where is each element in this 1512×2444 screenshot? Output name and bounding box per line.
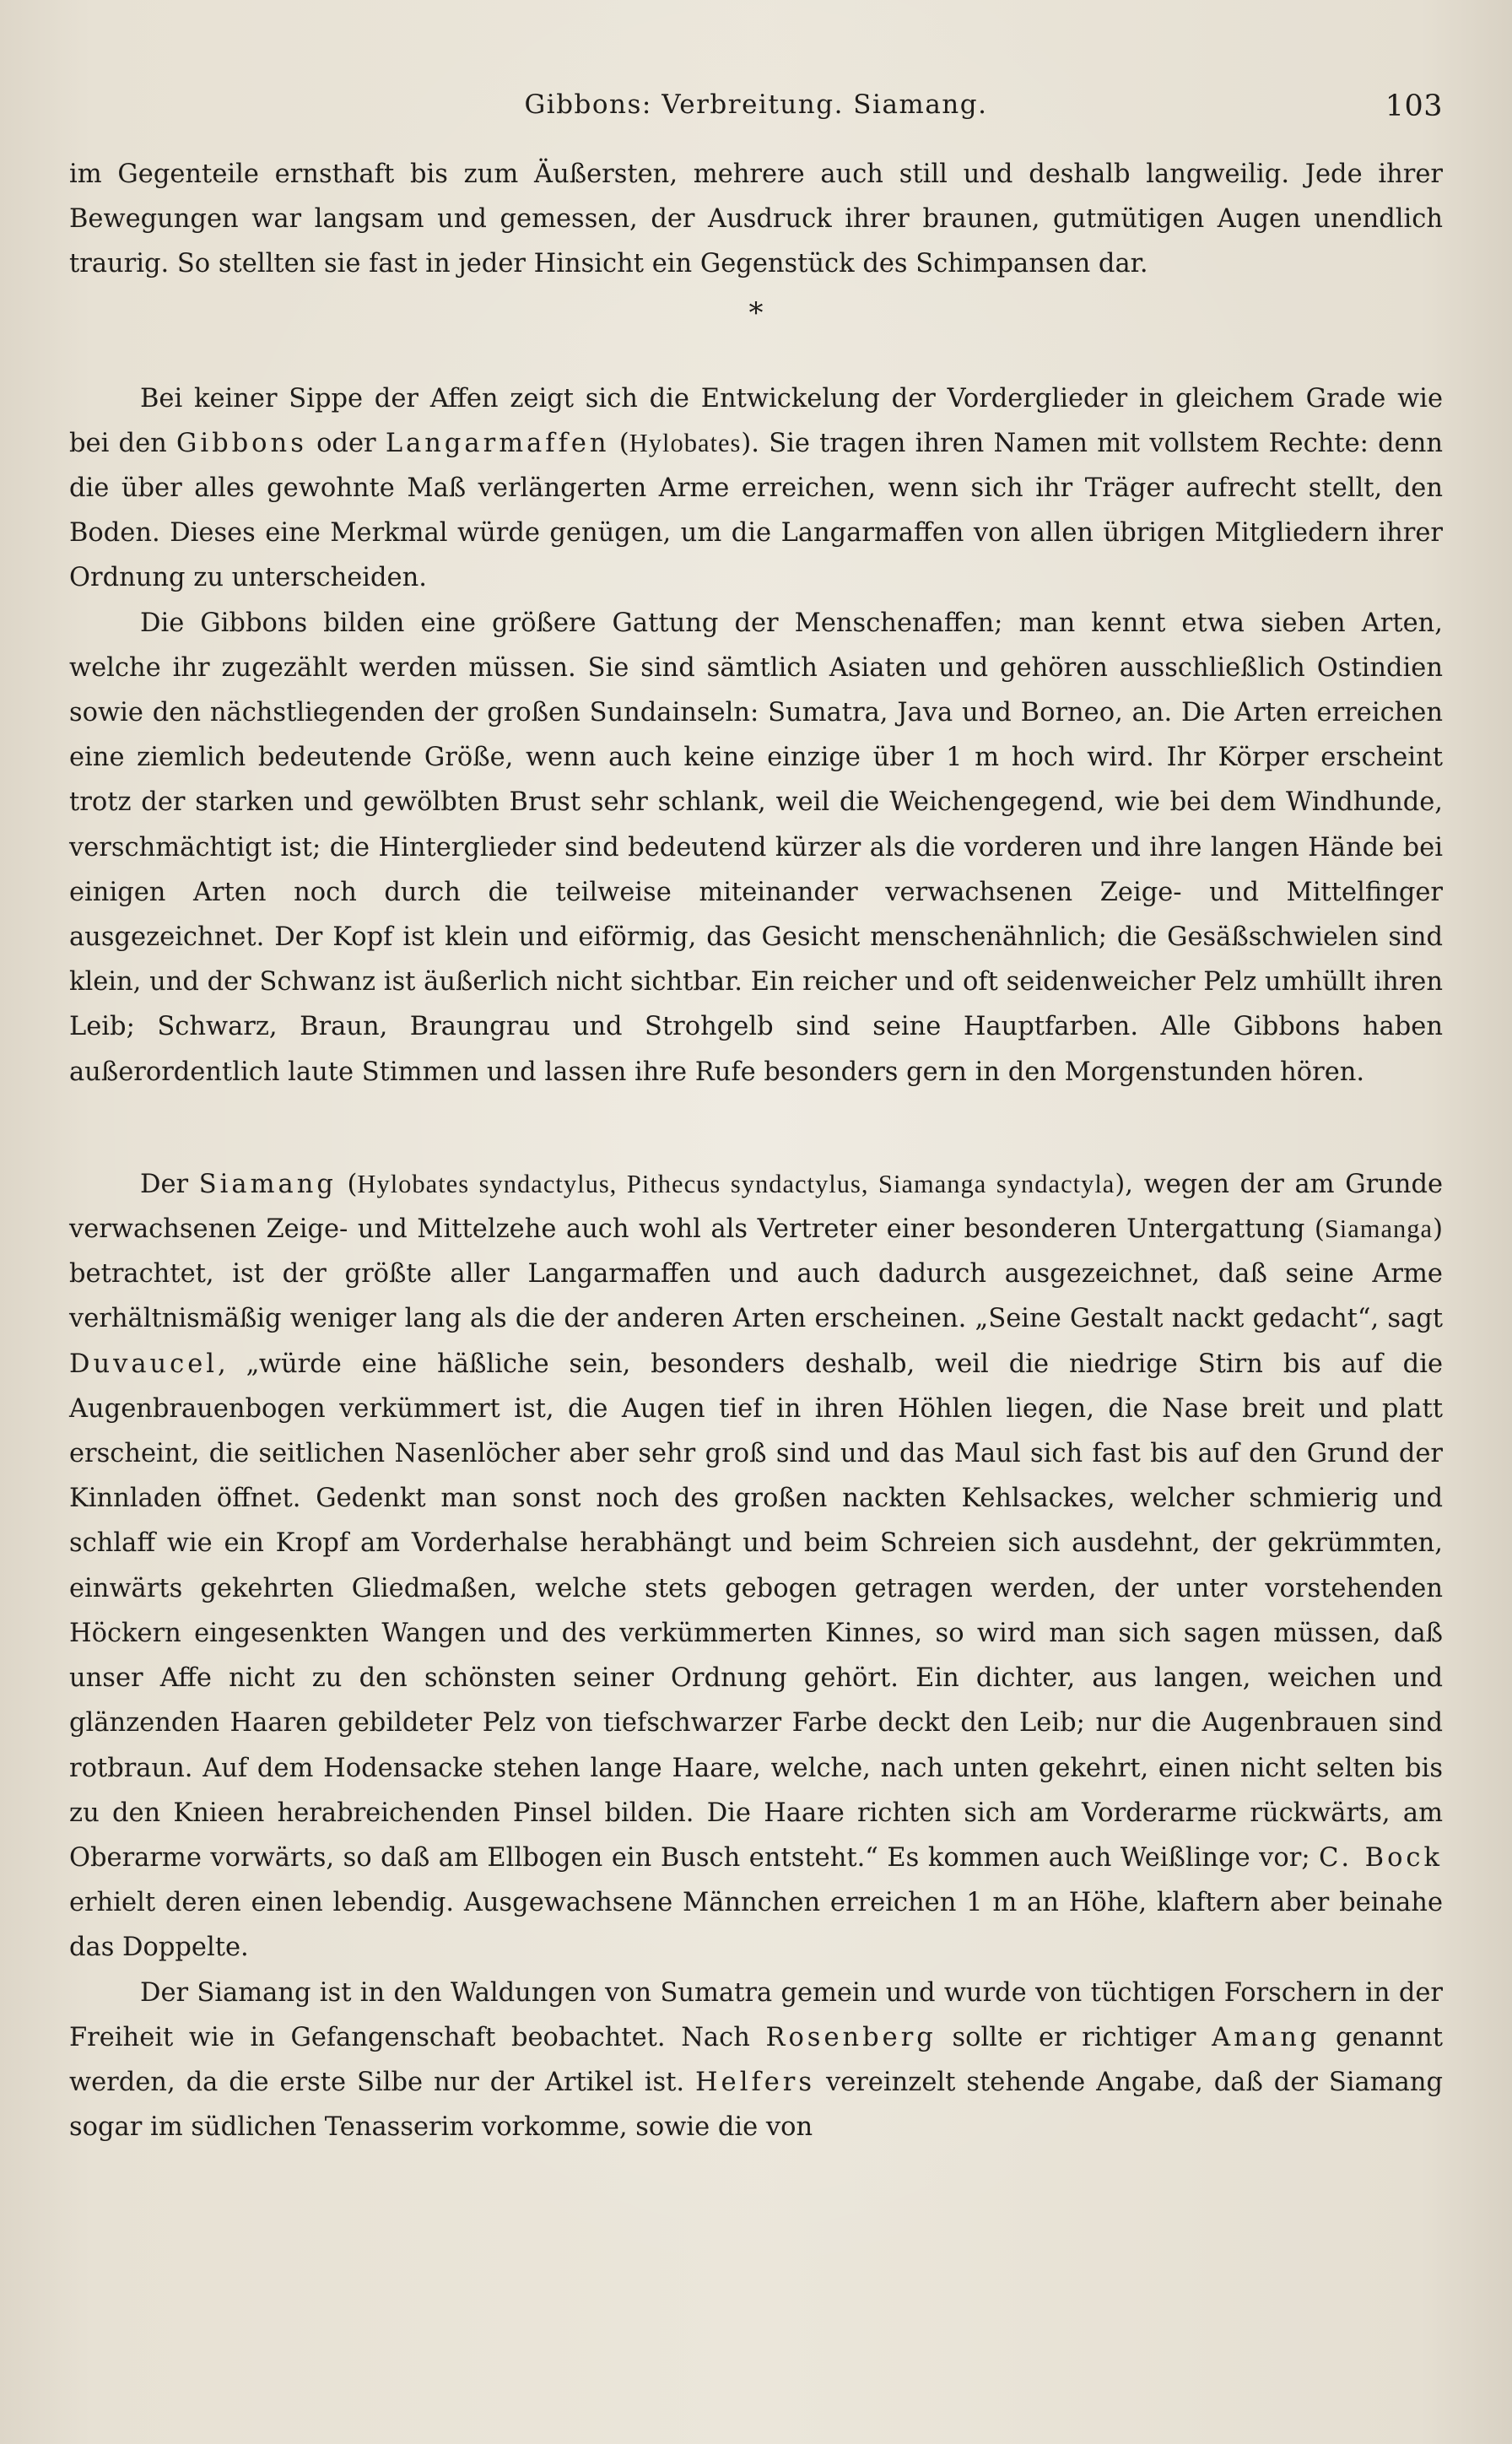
page-number: 103: [1385, 89, 1443, 123]
emphasis-duvaucel: Duvaucel: [69, 1349, 219, 1379]
latin-name-siamanga: Siamanga: [1324, 1214, 1434, 1244]
text-run: sollte er richtiger: [936, 2022, 1212, 2052]
emphasis-siamang: Siamang: [198, 1169, 337, 1199]
paragraph-siamang-habitat: [69, 1971, 1443, 2150]
running-head: Gibbons: Verbreitung. Siamang.: [524, 89, 988, 120]
text-run: vereinzelt stehende Angabe, daß der Siamang sogar im südlichen Tenasserim vorkomme, sowie die von: [69, 2067, 1443, 2143]
paragraph-continuation: im Gegenteile ernsthaft bis zum Äußersten, mehrere auch still und deshalb langweilig. Jede ihrer Bewegungen war langsam und gemessen, der Ausdruck ihrer braunen, gutmütigen Augen unendlich traurig. So stellten sie fast in jeder Hinsicht ein Gegenstück des Schimpansen dar.: [69, 160, 1443, 279]
emphasis-langarmaffen: Langarmaffen: [385, 428, 610, 458]
text-run: (: [609, 428, 629, 458]
emphasis-gibbons: Gibbons: [176, 428, 307, 458]
page-header: [69, 89, 1443, 130]
body-text: [69, 152, 1443, 2149]
text-run: (: [336, 1169, 358, 1199]
emphasis-helfers: Helfers: [695, 2067, 816, 2097]
text-run: genannt werden, da die erste Silbe nur der Artikel ist.: [69, 2022, 1443, 2097]
text-run: , „würde eine häßliche sein, besonders deshalb, weil die niedrige Stirn bis auf die Augenbrauenbogen verkümmert ist, die Augen tief in ihren Höhlen liegen, die Nase breit und platt erscheint, die seitlichen Nasenlöcher aber sehr groß sind und das Maul sich fast bis auf den Grund der Kinnladen öffnet. Gedenkt man sonst noch des großen nackten Kehlsackes, welcher schmierig und schlaff wie ein Kropf am Vorderhalse herabhängt und beim Schreien sich ausdehnt, der gekrümmten, einwärts gekehrten Gliedmaßen, welche stets gebogen getragen werden, der unter vorstehenden Höckern eingesenkten Wangen und des verkümmerten Kinnes, so wird man sich sagen müssen, daß unser Affe nicht zu den schönsten seiner Ordnung gehört. Ein dichter, aus langen, weichen und glänzenden Haaren gebildeter Pelz von tiefschwarzer Farbe deckt den Leib; nur die Augenbrauen sind rotbraun. Auf dem Hodensacke stehen lange Haare, welche, nach unten gekehrt, einen nicht selten bis zu den Knieen herabreichenden Pinsel bilden. Die Haare richten sich am Vorderarme rückwärts, am Oberarme vorwärts, so daß am Ellbogen ein Busch entsteht.“ Es kommen auch Weißlinge vor;: [69, 1349, 1443, 1873]
latin-name-hylobates: Hylobates: [629, 428, 742, 457]
text-run: oder: [306, 428, 386, 458]
text-run: erhielt deren einen lebendig. Ausgewachsene Männchen erreichen 1 m an Höhe, klaftern aber beinahe das Doppelte.: [69, 1888, 1443, 1963]
text-run: Der: [140, 1169, 199, 1199]
paragraph-siamang-description: [69, 1162, 1443, 1971]
paragraph-gibbon-description: Die Gibbons bilden eine größere Gattung der Menschenaffen; man kennt etwa sieben Arten, welche ihr zugezählt werden müssen. Sie sind sämtlich Asiaten und gehören ausschließlich Ostindien sowie den nächstliegenden der großen Sundainseln: Sumatra, Java und Borneo, an. Die Arten erreichen eine ziemlich bedeutende Größe, wenn auch keine einzige über 1 m hoch wird. Ihr Körper erscheint trotz der starken und gewölbten Brust sehr schlank, weil die Weichengegend, wie bei dem Windhunde, verschmächtigt ist; die Hinterglieder sind bedeutend kürzer als die vorderen und ihre langen Hände bei einigen Arten noch durch die teilweise miteinander verwachsenen Zeige- und Mittelfinger ausgezeichnet. Der Kopf ist klein und eiförmig, das Gesicht menschenähnlich; die Gesäßschwielen sind klein, und der Schwanz ist äußerlich nicht sichtbar. Ein reicher und oft seidenweicher Pelz umhüllt ihren Leib; Schwarz, Braun, Braungrau und Strohgelb sind seine Hauptfarben. Alle Gibbons haben außerordentlich laute Stimmen und lassen ihre Rufe besonders gern in den Morgenstunden hören.: [69, 608, 1443, 1087]
emphasis-bock: C. Bock: [1319, 1842, 1443, 1873]
paragraph-intro-gibbons: [69, 376, 1443, 601]
text-run: ). Sie tragen ihren Namen mit vollstem Rechte: denn die über alles gewohnte Maß verlängerten Arme erreichen, wenn sich ihr Träger aufrecht stellt, den Boden. Dieses eine Merkmal würde genügen, um die Langarmaffen von allen übrigen Mitgliedern ihrer Ordnung zu unterscheiden.: [69, 428, 1443, 593]
text-run: Der Siamang ist in den Waldungen von Sumatra gemein und wurde von tüchtigen Forschern in der Freiheit wie in Gefangenschaft beobachtet. Nach: [69, 1977, 1443, 2052]
section-gap: [69, 1095, 1443, 1162]
asterisk-divider: *: [748, 295, 764, 330]
emphasis-amang: Amang: [1212, 2022, 1320, 2052]
section-divider: [69, 287, 1443, 376]
text-run: Bei keiner Sippe der Affen zeigt sich die Entwickelung der Vorderglieder in gleichem Grade wie bei den: [69, 383, 1443, 458]
text-run: ), wegen der am Grunde verwachsenen Zeige- und Mittelzehe auch wohl als Vertreter einer besonderen Untergattung (: [69, 1169, 1444, 1245]
emphasis-rosenberg: Rosenberg: [765, 2022, 937, 2052]
text-run: ) betrachtet, ist der größte aller Langarmaffen und auch dadurch ausgezeichnet, daß seine Arme verhältnismäßig weniger lang als die der anderen Arten erscheinen. „Seine Gestalt nackt gedacht“, sagt: [69, 1214, 1443, 1334]
latin-names-siamang: Hylobates syndactylus, Pithecus syndactylus, Siamanga syndactyla: [357, 1169, 1115, 1198]
